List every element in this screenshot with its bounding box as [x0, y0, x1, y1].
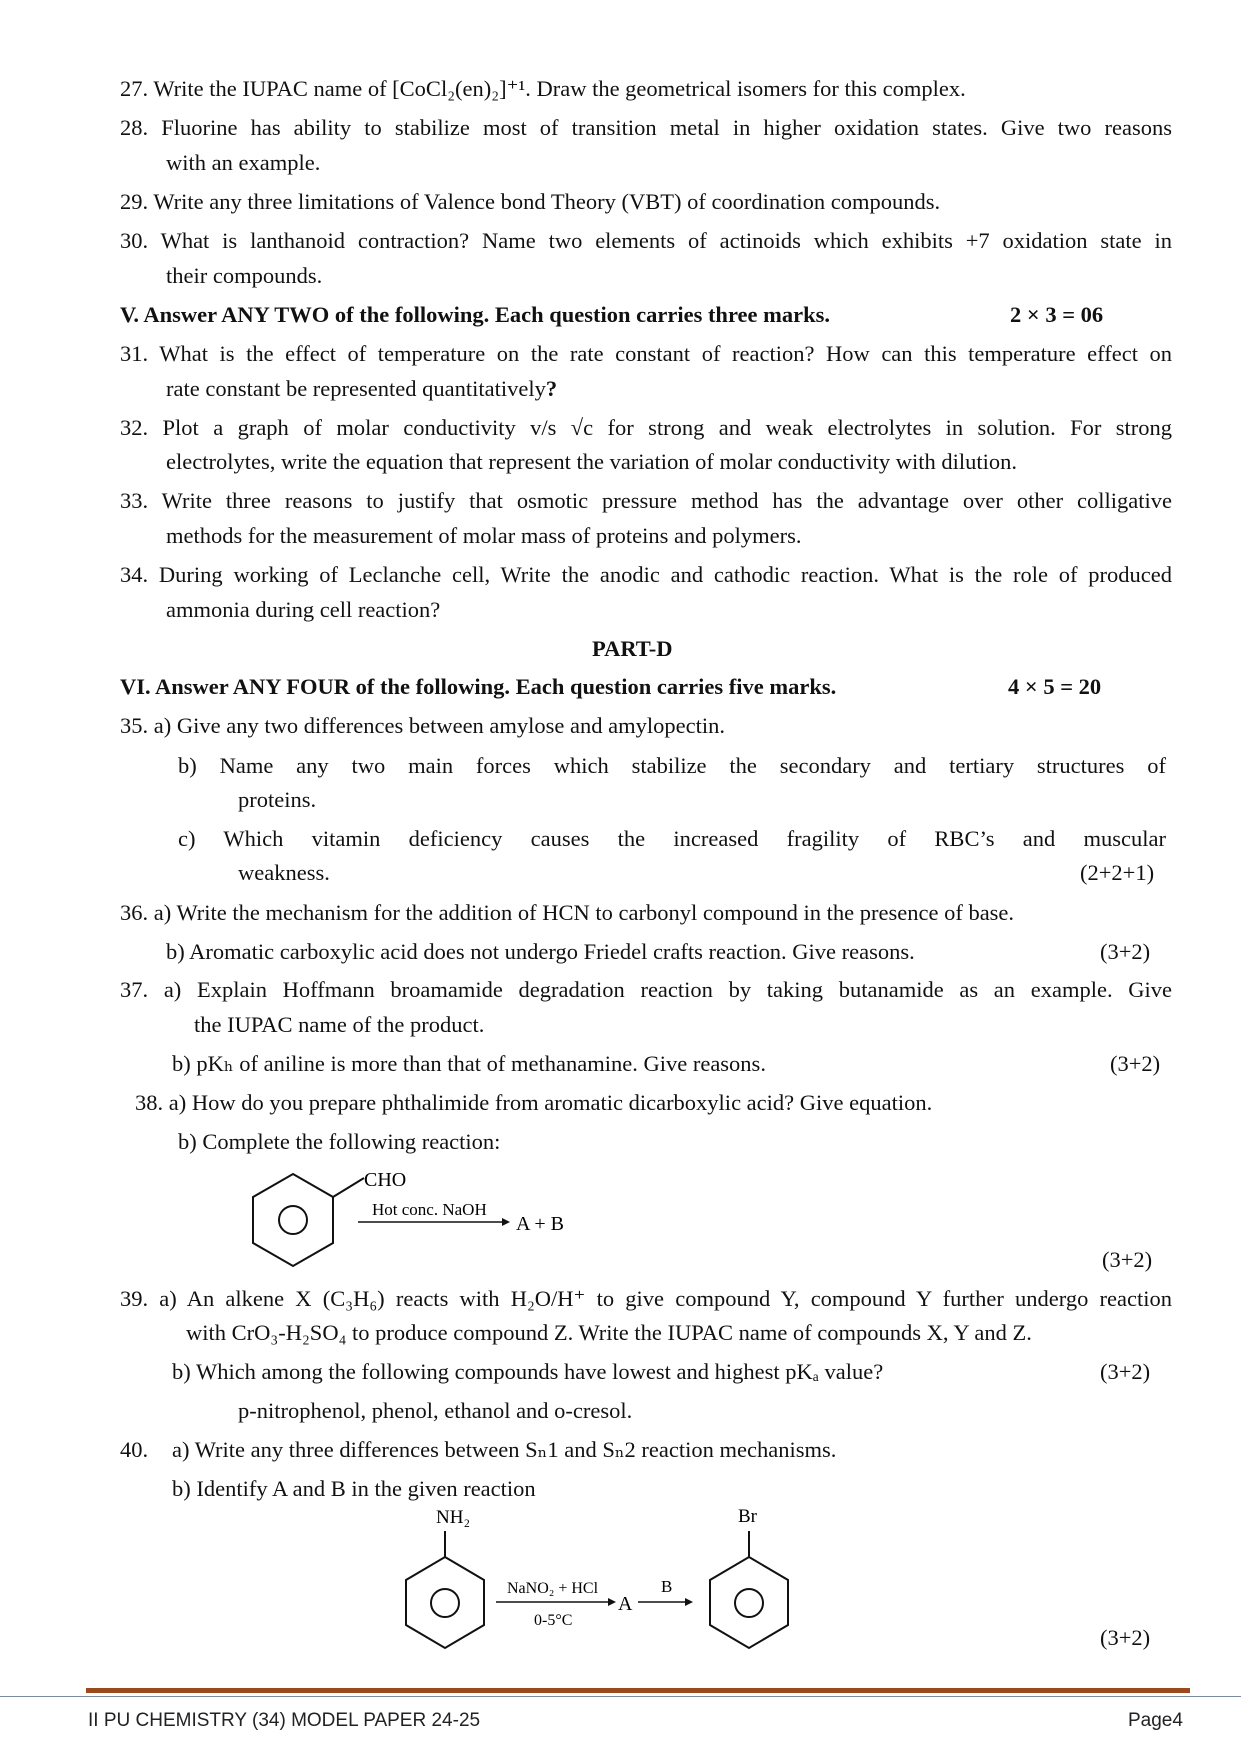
- question-40-marks: (3+2): [1100, 1625, 1151, 1650]
- question-29: 29. Write any three limitations of Valence bond Theory (VBT) of coordination compounds.: [120, 189, 941, 214]
- reagent-bottom-label: 0-5°C: [534, 1612, 573, 1629]
- substituent-label-38: CHO: [364, 1169, 407, 1191]
- question-39b-compounds: p-nitrophenol, phenol, ethanol and o-cresol.: [238, 1398, 633, 1423]
- question-39b: b) Which among the following compounds have lowest and highest pKₐ value?: [172, 1359, 884, 1384]
- reaction-40-diagram: [380, 1505, 820, 1660]
- question-39-marks: (3+2): [1100, 1359, 1151, 1384]
- question-36b: b) Aromatic carboxylic acid does not undergo Friedel crafts reaction. Give reasons.: [166, 939, 915, 964]
- question-36-marks: (3+2): [1100, 939, 1151, 964]
- question-35-marks: (2+2+1): [1080, 860, 1155, 885]
- question-35c-line1: c) Which vitamin deficiency causes the increased fragility of RBC’s and muscular: [178, 826, 1166, 851]
- question-33-line2: methods for the measurement of molar mass of proteins and polymers.: [166, 523, 802, 548]
- question-31-line2: [166, 374, 557, 404]
- footer-rule-thin: [0, 1696, 1241, 1697]
- question-38a: 38. a) How do you prepare phthalimide from aromatic dicarboxylic acid? Give equation.: [135, 1090, 933, 1115]
- section-v-marks: 2 × 3 = 06: [1010, 302, 1104, 327]
- question-38b: b) Complete the following reaction:: [178, 1129, 501, 1154]
- question-39a-line1: 39. a) An alkene X (C₃H₆) reacts with H₂O/H⁺ to give compound Y, compound Y further undergo reaction: [120, 1286, 1172, 1311]
- question-30-line2: their compounds.: [166, 263, 323, 288]
- question-33-line1: 33. Write three reasons to justify that osmotic pressure method has the advantage over other colligative: [120, 488, 1172, 513]
- benzene-aromatic-circle-38: [279, 1206, 307, 1234]
- question-32-line2: electrolytes, write the equation that represent the variation of molar conductivity with dilution.: [166, 449, 1018, 474]
- question-40a: a) Write any three differences between Sₙ1 and Sₙ2 reaction mechanisms.: [172, 1437, 837, 1462]
- question-38-marks: (3+2): [1102, 1247, 1153, 1272]
- question-35c-line2: weakness.: [238, 860, 330, 885]
- page-number: [1128, 1710, 1183, 1732]
- footer-rule-thick: [86, 1688, 1190, 1693]
- question-36a: 36. a) Write the mechanism for the addition of HCN to carbonyl compound in the presence of base.: [120, 900, 1015, 925]
- arrow-head-1: [608, 1598, 616, 1606]
- page-number-value: 4: [1172, 1710, 1183, 1731]
- bromo-label: Br: [738, 1506, 757, 1527]
- product-label-38: A + B: [516, 1213, 564, 1235]
- benzene-ring-end: [710, 1557, 788, 1648]
- question-30-line1: 30. What is lanthanoid contraction? Name two elements of actinoids which exhibits +7 oxidation state in: [120, 228, 1172, 253]
- question-40-number: 40.: [120, 1437, 149, 1462]
- amine-label: NH₂: [436, 1507, 471, 1528]
- question-35b-line1: b) Name any two main forces which stabilize the secondary and tertiary structures of: [178, 753, 1166, 778]
- benzene-ring-start: [406, 1557, 484, 1648]
- arrow-head-2: [685, 1598, 693, 1606]
- question-31-line2-text: rate constant be represented quantitatively: [166, 376, 546, 401]
- question-28-line2: with an example.: [166, 150, 321, 175]
- reagent-2-label: B: [661, 1577, 673, 1596]
- arrow-head-38: [502, 1218, 510, 1226]
- benzene-ring-38: [253, 1174, 333, 1266]
- question-27: 27. Write the IUPAC name of [CoCl₂(en)₂]⁺¹. Draw the geometrical isomers for this complex.: [120, 76, 966, 101]
- question-35b-line2: proteins.: [238, 787, 317, 812]
- page-label: Page: [1128, 1710, 1173, 1731]
- benzene-aromatic-circle-start: [431, 1589, 459, 1617]
- section-vi-heading: VI. Answer ANY FOUR of the following. Each question carries five marks.: [120, 674, 837, 699]
- question-31-mark: ?: [545, 376, 558, 401]
- intermediate-label: A: [618, 1593, 633, 1615]
- reaction-38-diagram: [240, 1160, 600, 1270]
- question-35a: 35. a) Give any two differences between amylose and amylopectin.: [120, 713, 725, 738]
- question-31-line1: 31. What is the effect of temperature on the rate constant of reaction? How can this temperature effect on: [120, 341, 1172, 366]
- substituent-bond-38: [333, 1178, 364, 1197]
- question-37b: b) pKₕ of aniline is more than that of methanamine. Give reasons.: [172, 1051, 766, 1076]
- section-vi-marks: 4 × 5 = 20: [1008, 674, 1102, 699]
- question-32-line1: 32. Plot a graph of molar conductivity v/s √c for strong and weak electrolytes in solution. For strong: [120, 415, 1172, 440]
- reagent-top-label: NaNO₂ + HCl: [507, 1580, 599, 1597]
- question-39a-line2: with CrO₃-H₂SO₄ to produce compound Z. Write the IUPAC name of compounds X, Y and Z.: [186, 1320, 1032, 1345]
- question-34-line2: ammonia during cell reaction?: [166, 597, 441, 622]
- question-34-line1: 34. During working of Leclanche cell, Write the anodic and cathodic reaction. What is the role of produced: [120, 562, 1172, 587]
- section-v-heading: V. Answer ANY TWO of the following. Each question carries three marks.: [120, 302, 831, 327]
- question-37a-line1: 37. a) Explain Hoffmann broamamide degradation reaction by taking butanamide as an example. Give: [120, 977, 1172, 1002]
- benzene-aromatic-circle-end: [735, 1589, 763, 1617]
- footer-title: II PU CHEMISTRY (34) MODEL PAPER 24-25: [88, 1710, 481, 1731]
- reagent-label-38: Hot conc. NaOH: [372, 1200, 487, 1219]
- question-37a-line2: the IUPAC name of the product.: [194, 1012, 485, 1037]
- question-40b: b) Identify A and B in the given reaction: [172, 1476, 536, 1501]
- part-d-heading: PART-D: [592, 636, 673, 661]
- question-37-marks: (3+2): [1110, 1051, 1161, 1076]
- question-28-line1: 28. Fluorine has ability to stabilize most of transition metal in higher oxidation states. Give two reasons: [120, 115, 1172, 140]
